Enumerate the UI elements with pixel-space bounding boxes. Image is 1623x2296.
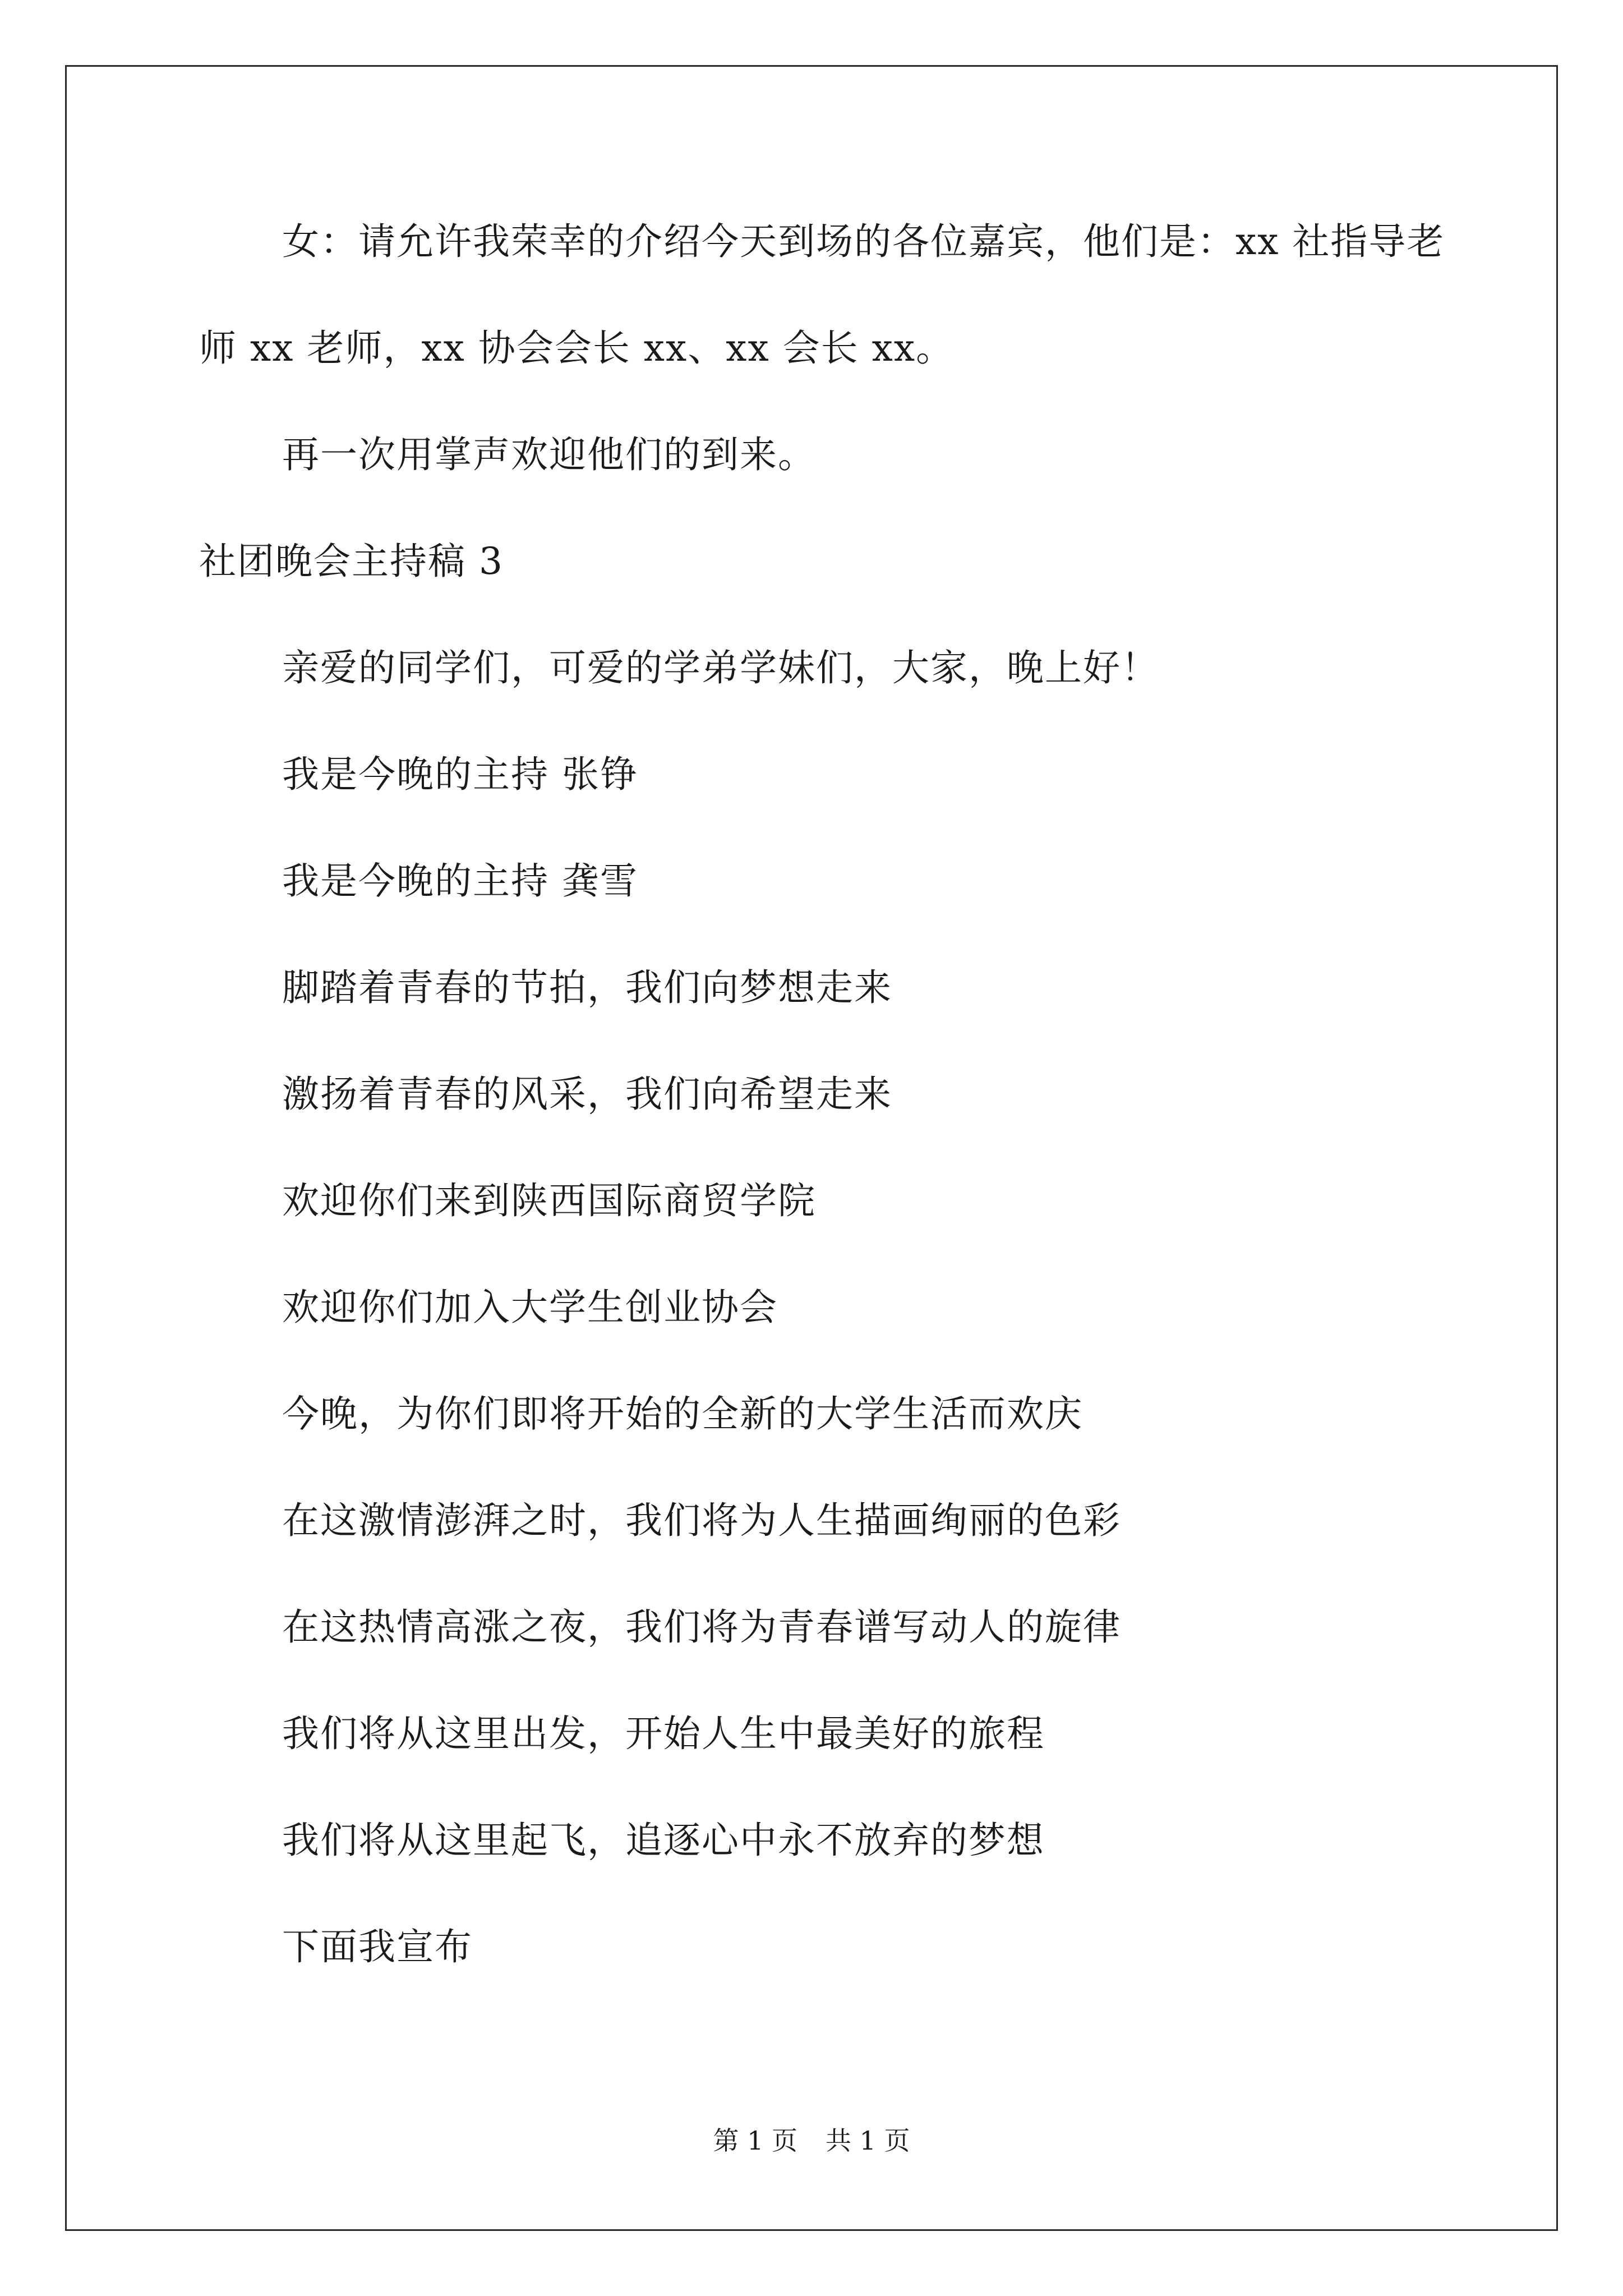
paragraph-greeting: 亲爱的同学们，可爱的学弟学妹们，大家，晚上好！ [282, 646, 1159, 689]
paragraph-line: 今晚，为你们即将开始的全新的大学生活而欢庆 [282, 1392, 1083, 1435]
paragraph-line: 脚踏着青春的节拍，我们向梦想走来 [282, 966, 892, 1009]
paragraph-line: 激扬着青春的风采，我们向希望走来 [282, 1073, 892, 1116]
paragraph-line: 在这热情高涨之夜，我们将为青春谱写动人的旋律 [282, 1605, 1121, 1649]
paragraph-line: 在这激情澎湃之时，我们将为人生描画绚丽的色彩 [282, 1499, 1121, 1542]
page-footer [0, 2124, 1623, 2157]
paragraph-line: 欢迎你们来到陕西国际商贸学院 [282, 1179, 816, 1222]
paragraph-guest-intro: 女：请允许我荣幸的介绍今天到场的各位嘉宾，他们是：xx 社指导老师 xx 老师，xx 协会会长 xx、xx 会长 xx。 [199, 220, 1445, 370]
paragraph-line: 我们将从这里起飞，追逐心中永不放弃的梦想 [282, 1819, 1045, 1862]
paragraph-host-2: 我是今晚的主持 龚雪 [282, 859, 638, 903]
paragraph-applause: 再一次用掌声欢迎他们的到来。 [282, 433, 816, 476]
paragraph-line: 欢迎你们加入大学生创业协会 [282, 1286, 778, 1329]
page-number: 第 1 页 [713, 2125, 797, 2156]
paragraph-host-1: 我是今晚的主持 张铮 [282, 753, 638, 796]
page-total: 共 1 页 [826, 2125, 910, 2156]
section-heading: 社团晚会主持稿 3 [199, 540, 504, 583]
paragraph-line: 我们将从这里出发，开始人生中最美好的旅程 [282, 1712, 1045, 1755]
document-body [199, 215, 1467, 2027]
paragraph-line: 下面我宣布 [282, 1925, 473, 1968]
